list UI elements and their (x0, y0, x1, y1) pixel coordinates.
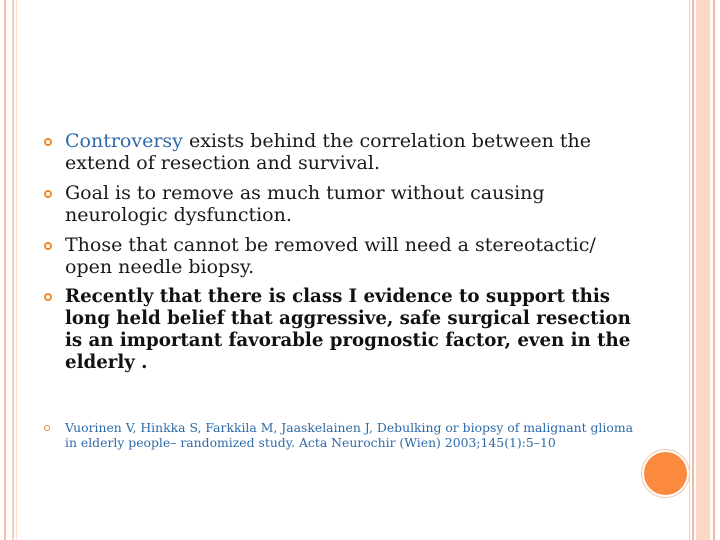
slide-content (42, 130, 642, 450)
bullet-text: Goal is to remove as much tumor without causing neurologic dysfunction. (65, 182, 545, 226)
orange-circle-decoration (642, 450, 689, 497)
reference-citation (42, 420, 642, 450)
bullet-controversy (42, 130, 642, 174)
left-border-line-outer (4, 0, 6, 540)
bullet-goal (42, 182, 642, 226)
circle-bullet-icon (44, 425, 50, 431)
circle-bullet-icon (44, 190, 52, 198)
bullet-class-i-evidence (42, 286, 642, 374)
controversy-link[interactable]: Controversy (65, 130, 183, 152)
left-border-line-inner (12, 0, 14, 540)
circle-bullet-icon (44, 242, 52, 250)
circle-bullet-icon (44, 138, 52, 146)
bullet-biopsy (42, 234, 642, 278)
circle-bullet-icon (44, 293, 52, 301)
bullet-text: Those that cannot be removed will need a stereotactic/ open needle biopsy. (65, 234, 596, 278)
reference-text: Vuorinen V, Hinkka S, Farkkila M, Jaaskelainen J, Debulking or biopsy of malignant glioma in elderly people– randomized study. Acta Neurochir (Wien) 2003;145(1):5–10 (65, 420, 633, 450)
bullet-text: exists behind the correlation between the extend of resection and survival. (65, 130, 591, 174)
right-border-line-thin (692, 0, 694, 540)
right-border-line-outer-left (689, 0, 690, 540)
right-border-band (696, 0, 710, 540)
left-border-line-third (16, 0, 17, 540)
right-border-line-edge (713, 0, 715, 540)
bullet-text: Recently that there is class I evidence to support this long held belief that aggressive, safe surgical resection is an important favorable prognostic factor, even in the elderly . (65, 286, 631, 373)
